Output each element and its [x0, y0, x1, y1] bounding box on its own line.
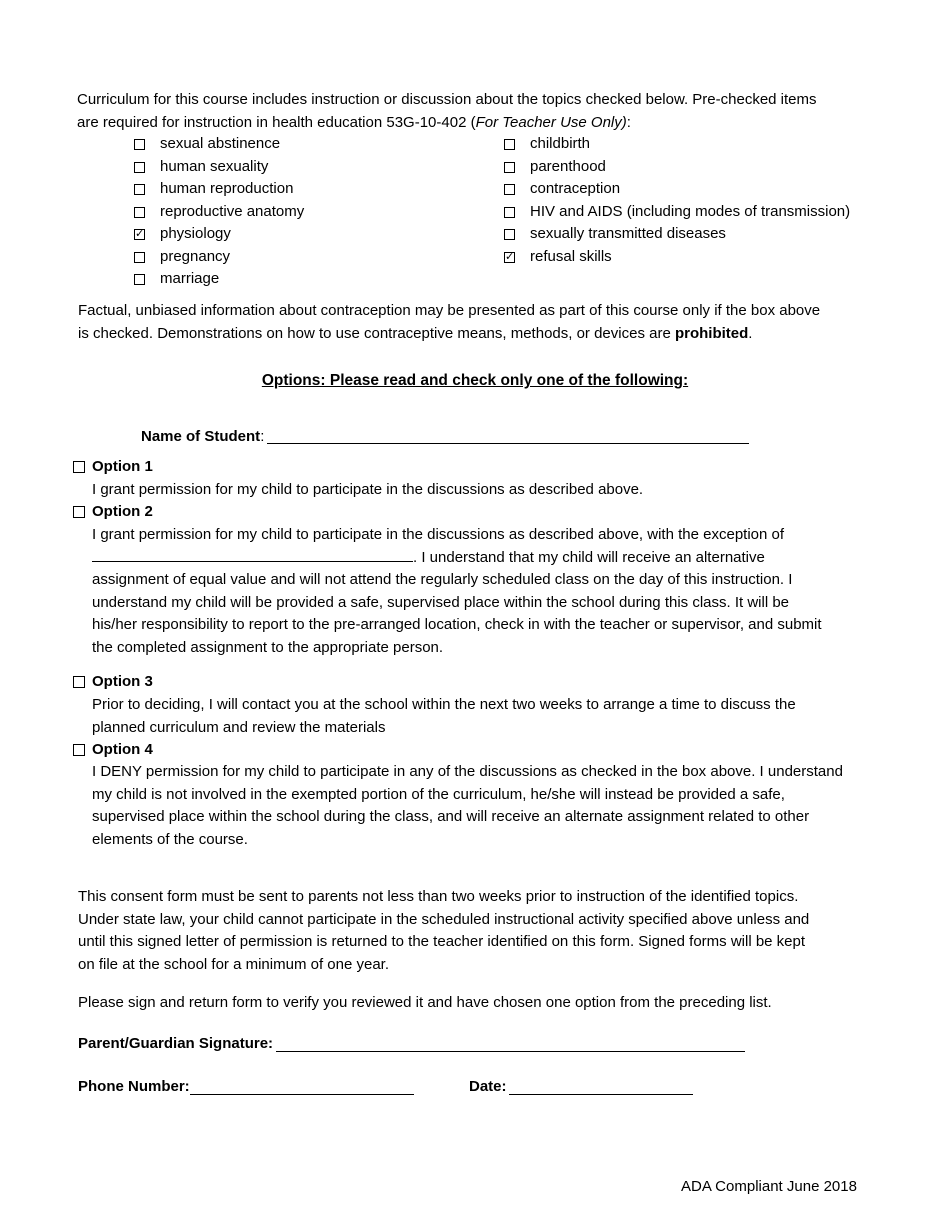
option-2-line-3: assignment of equal value and will not attend the regularly scheduled class on the day of this instruction. I — [92, 571, 793, 588]
topic-label: parenthood — [530, 157, 606, 175]
intro-paragraph — [77, 89, 907, 134]
topic-label: contraception — [530, 180, 621, 197]
option-4-title: Option 4 — [92, 741, 153, 758]
student-name-row: Name of Student: — [141, 428, 265, 445]
contraception-note-line-1: Factual, unbiased information about contraception may be presented as part of this course only if the box above — [78, 302, 821, 319]
student-name-label: Name of Student — [141, 428, 261, 445]
consent-line-2: Under state law, your child cannot participate in the scheduled instructional activity specified above unless and — [78, 910, 810, 928]
date-label: Date: — [469, 1078, 507, 1095]
intro-line-2: are required for instruction in health education 53G-10-402 (For Teacher Use Only): — [77, 113, 631, 131]
topic-checkbox[interactable] — [504, 184, 515, 195]
option-3-checkbox[interactable] — [73, 676, 85, 688]
option-1-checkbox[interactable] — [73, 461, 85, 473]
topic-checkbox[interactable] — [504, 229, 515, 240]
topic-label: sexual abstinence — [160, 135, 281, 152]
option-4-line-2: my child is not involved in the exempted portion of the curriculum, he/she will instead be provided a safe, — [92, 785, 785, 803]
topic-label: refusal skills — [530, 247, 612, 265]
option-3-text — [92, 694, 892, 739]
topic-label: childbirth — [530, 135, 591, 152]
topic-checkbox[interactable] — [134, 252, 145, 263]
topic-label: sexually transmitted diseases — [530, 225, 726, 242]
option-1-text: I grant permission for my child to participate in the discussions as described above. — [92, 481, 644, 498]
topic-checkbox[interactable] — [134, 274, 145, 285]
option-2-line-1: I grant permission for my child to participate in the discussions as described above, with the exception of — [92, 526, 785, 543]
option-2-line-4: understand my child will be provided a safe, supervised place within the school during this class. It will be — [92, 593, 790, 611]
option-1-title: Option 1 — [92, 458, 153, 475]
topic-checkbox[interactable] — [504, 162, 515, 173]
topic-label: reproductive anatomy — [160, 202, 305, 220]
options-heading: Options: Please read and check only one of the following: — [261, 372, 689, 389]
contraception-note — [78, 300, 908, 345]
contraception-note-line-2: is checked. Demonstrations on how to use contraceptive means, methods, or devices are prohibited. — [78, 324, 753, 342]
sign-instruction: Please sign and return form to verify you reviewed it and have chosen one option from the preceding list. — [78, 994, 772, 1011]
intro-line-1: Curriculum for this course includes instruction or discussion about the topics checked below. Pre-checked items — [77, 91, 817, 108]
topic-label: human reproduction — [160, 180, 294, 197]
topic-checkbox[interactable] — [134, 162, 145, 173]
phone-label: Phone Number: — [78, 1078, 190, 1095]
signature-field[interactable] — [276, 1051, 745, 1052]
option-2-title: Option 2 — [92, 503, 153, 520]
topic-checkbox[interactable] — [504, 207, 515, 218]
consent-line-3: until this signed letter of permission is returned to the teacher identified on this form. Signed forms will be kept — [78, 933, 806, 950]
phone-field[interactable] — [190, 1094, 414, 1095]
consent-line-4: on file at the school for a minimum of one year. — [78, 955, 389, 973]
topic-label: pregnancy — [160, 247, 231, 265]
topic-checkbox[interactable] — [504, 139, 515, 150]
option-2-line-2: . I understand that my child will receive an alternative — [92, 547, 892, 570]
option-3-line-2: planned curriculum and review the materials — [92, 718, 386, 736]
option-3-title: Option 3 — [92, 673, 153, 690]
option-4-text — [92, 761, 892, 851]
topic-checkbox-checked[interactable]: ✓ — [135, 228, 145, 240]
option-3-line-1: Prior to deciding, I will contact you at the school within the next two weeks to arrange a time to discuss the — [92, 696, 796, 713]
topic-checkbox[interactable] — [134, 139, 145, 150]
date-field[interactable] — [509, 1094, 693, 1095]
option-2-line-5: his/her responsibility to report to the pre-arranged location, check in with the teacher or supervisor, and submit — [92, 616, 822, 633]
option-2-checkbox[interactable] — [73, 506, 85, 518]
option-2-text — [92, 524, 892, 659]
student-name-field[interactable] — [267, 443, 749, 444]
topic-checkbox[interactable] — [134, 207, 145, 218]
consent-line-1: This consent form must be sent to parents not less than two weeks prior to instruction of the identified topics. — [78, 888, 799, 905]
topic-label: physiology — [160, 225, 231, 242]
signature-label: Parent/Guardian Signature: — [78, 1035, 274, 1052]
topic-label: HIV and AIDS (including modes of transmission) — [530, 202, 851, 220]
topic-label: human sexuality — [160, 157, 269, 175]
topic-checkbox[interactable] — [134, 184, 145, 195]
option-4-line-4: elements of the course. — [92, 830, 248, 848]
consent-paragraph — [78, 886, 898, 976]
topic-checkbox-checked[interactable]: ✓ — [505, 250, 515, 263]
footer-note: ADA Compliant June 2018 — [681, 1178, 857, 1195]
topic-label: marriage — [160, 270, 220, 287]
exception-field[interactable] — [92, 547, 413, 562]
option-4-line-3: supervised place within the school during the class, and will receive an alternate assignment related to other — [92, 808, 810, 825]
option-4-checkbox[interactable] — [73, 744, 85, 756]
option-4-line-1: I DENY permission for my child to participate in any of the discussions as checked in the box above. I understand — [92, 763, 843, 780]
option-2-line-6: the completed assignment to the appropriate person. — [92, 638, 444, 656]
